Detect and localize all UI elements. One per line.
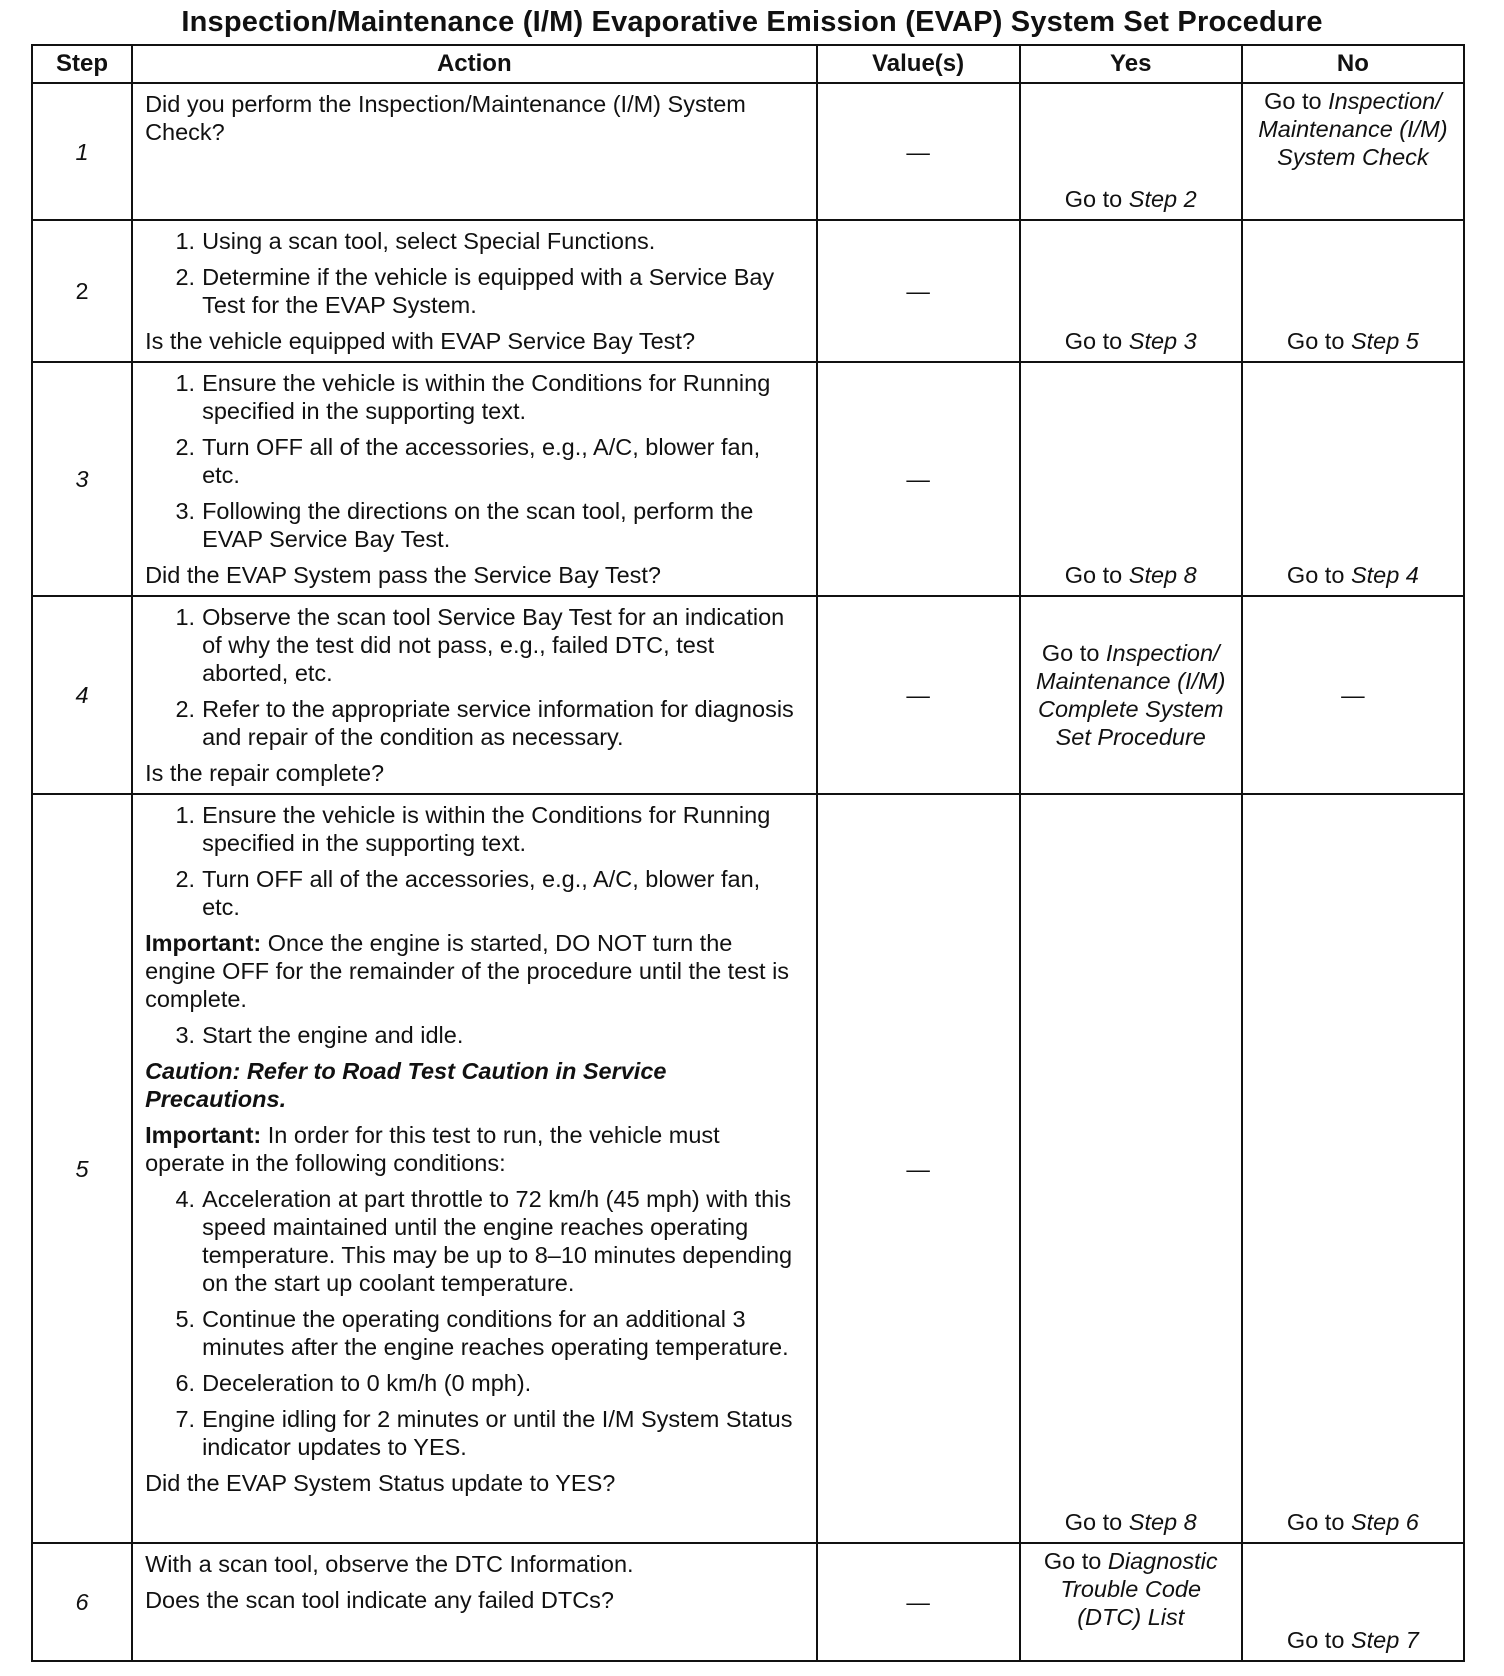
list-item: 1. Ensure the vehicle is within the Conditions for Running specified in the supporting text. — [175, 370, 771, 424]
list-item: 4. Acceleration at part throttle to 72 km/h (45 mph) with this speed maintained until the engine reaches operating temperature. This may be up to 8–10 minutes depending on the start up coolant temperature. — [175, 1186, 793, 1296]
list-item: 2. Determine if the vehicle is equipped with a Service Bay Test for the EVAP System. — [175, 264, 775, 318]
list-item: 2. Turn OFF all of the accessories, e.g., A/C, blower fan, etc. — [175, 866, 761, 920]
no-cell — [1242, 83, 1464, 220]
procedure-table — [31, 44, 1465, 1662]
yes-cell — [1020, 1543, 1242, 1661]
yes-link[interactable]: Go to Step 2 — [1064, 186, 1197, 212]
step-number: 4 — [32, 596, 132, 794]
no-link[interactable]: Go to Step 7 — [1286, 1627, 1419, 1653]
action-cell — [132, 220, 816, 362]
list-item: 2. Turn OFF all of the accessories, e.g., A/C, blower fan, etc. — [175, 434, 761, 488]
step-number: 3 — [32, 362, 132, 596]
value-cell: — — [817, 362, 1020, 596]
question-text: Did the EVAP System pass the Service Bay Test? — [145, 562, 662, 588]
header-values: Value(s) — [817, 45, 1020, 83]
no-cell: — — [1242, 596, 1464, 794]
yes-cell — [1020, 83, 1242, 220]
question-text: Is the vehicle equipped with EVAP Service Bay Test? — [145, 328, 696, 354]
list-item: 3. Following the directions on the scan tool, perform the EVAP Service Bay Test. — [175, 498, 754, 552]
header-row — [32, 45, 1464, 83]
header-action: Action — [132, 45, 816, 83]
list-item: 5. Continue the operating conditions for an additional 3 minutes after the engine reaches operating temperature. — [175, 1306, 789, 1360]
yes-cell — [1020, 362, 1242, 596]
value-cell: — — [817, 794, 1020, 1543]
list-item: 1. Using a scan tool, select Special Functions. — [175, 228, 656, 254]
step-number: 5 — [32, 794, 132, 1543]
header-no: No — [1242, 45, 1464, 83]
action-cell — [132, 794, 816, 1543]
important-note: Important: Once the engine is started, DO NOT turn the engine OFF for the remainder of the procedure until the test is complete. — [145, 930, 790, 1012]
list-item: 7. Engine idling for 2 minutes or until the I/M System Status indicator updates to YES. — [175, 1406, 793, 1460]
value-cell: — — [817, 220, 1020, 362]
value-cell: — — [817, 83, 1020, 220]
table-row — [32, 220, 1464, 362]
question-text: Did you perform the Inspection/Maintenance (I/M) System Check? — [145, 91, 746, 145]
instruction-text: With a scan tool, observe the DTC Information. — [145, 1551, 634, 1577]
list-item: 2. Refer to the appropriate service information for diagnosis and repair of the condition as necessary. — [175, 696, 794, 750]
action-cell — [132, 1543, 816, 1661]
list-item: 1. Ensure the vehicle is within the Conditions for Running specified in the supporting text. — [175, 802, 771, 856]
important-note: Important: In order for this test to run, the vehicle must operate in the following conditions: — [145, 1122, 720, 1176]
yes-link[interactable]: Go to Inspection/ Maintenance (I/M) Complete System Set Procedure — [1036, 640, 1226, 750]
list-item: 3. Start the engine and idle. — [175, 1022, 464, 1048]
yes-link[interactable]: Go to Step 3 — [1064, 328, 1197, 354]
action-cell — [132, 596, 816, 794]
action-cell — [132, 83, 816, 220]
step-number: 2 — [32, 220, 132, 362]
no-cell — [1242, 220, 1464, 362]
yes-link[interactable]: Go to Step 8 — [1064, 1509, 1197, 1535]
yes-link[interactable]: Go to Step 8 — [1064, 562, 1197, 588]
no-cell — [1242, 794, 1464, 1543]
action-cell — [132, 362, 816, 596]
header-yes: Yes — [1020, 45, 1242, 83]
yes-cell — [1020, 596, 1242, 794]
table-row — [32, 83, 1464, 220]
yes-link[interactable]: Go to Diagnostic Trouble Code (DTC) List — [1043, 1548, 1218, 1630]
yes-cell — [1020, 220, 1242, 362]
no-link[interactable]: Go to Step 6 — [1286, 1509, 1419, 1535]
list-item: 1. Observe the scan tool Service Bay Test for an indication of why the test did not pass, e.g., failed DTC, test aborted, etc. — [175, 604, 785, 686]
question-text: Does the scan tool indicate any failed DTCs? — [145, 1587, 615, 1613]
value-cell: — — [817, 1543, 1020, 1661]
table-row — [32, 596, 1464, 794]
table-row — [32, 1543, 1464, 1661]
yes-cell — [1020, 794, 1242, 1543]
header-step: Step — [32, 45, 132, 83]
table-row — [32, 362, 1464, 596]
caution-note: Caution: Refer to Road Test Caution in Service Precautions. — [145, 1058, 667, 1112]
no-cell — [1242, 362, 1464, 596]
question-text: Did the EVAP System Status update to YES? — [145, 1470, 616, 1496]
step-number: 6 — [32, 1543, 132, 1661]
page-title: Inspection/Maintenance (I/M) Evaporative Emission (EVAP) System Set Procedure — [181, 6, 1323, 38]
question-text: Is the repair complete? — [145, 760, 385, 786]
no-link[interactable]: Go to Step 5 — [1286, 328, 1419, 354]
no-cell — [1242, 1543, 1464, 1661]
step-number: 1 — [32, 83, 132, 220]
list-item: 6. Deceleration to 0 km/h (0 mph). — [175, 1370, 532, 1396]
no-link[interactable]: Go to Step 4 — [1286, 562, 1419, 588]
table-row — [32, 794, 1464, 1543]
value-cell: — — [817, 596, 1020, 794]
no-link[interactable]: Go to Inspection/ Maintenance (I/M) System Check — [1258, 88, 1448, 170]
